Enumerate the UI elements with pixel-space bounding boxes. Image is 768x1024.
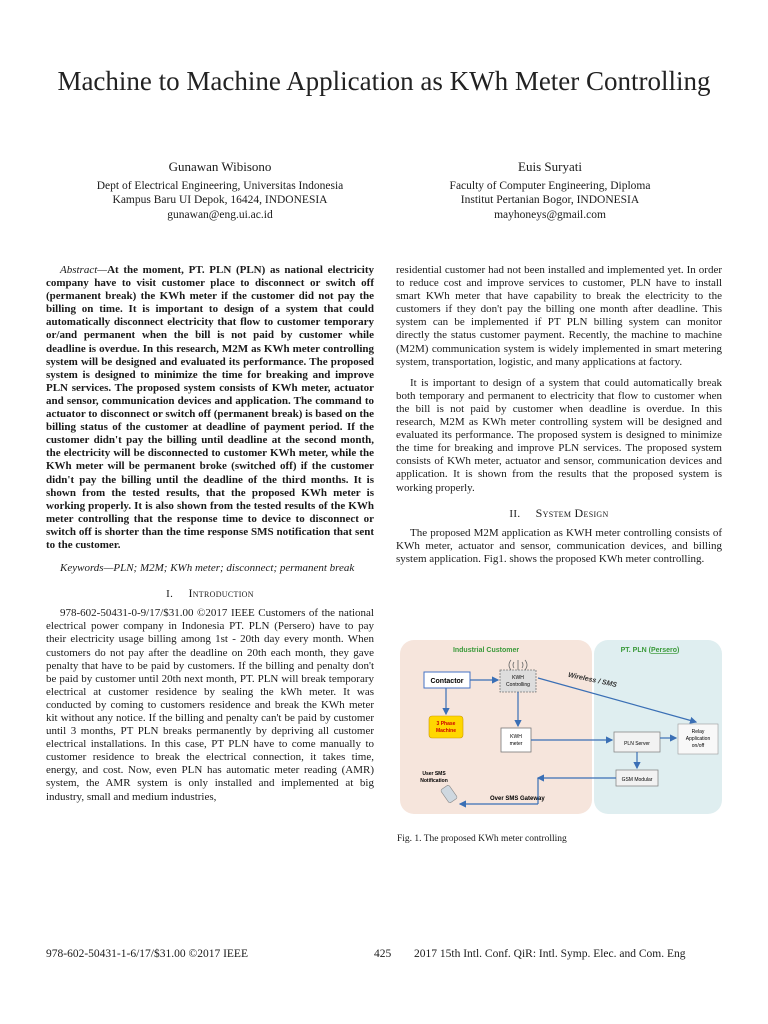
author-address: Institut Pertanian Bogor, INDONESIA [460, 194, 640, 206]
svg-text:Application: Application [685, 736, 711, 742]
author-affiliation: Dept of Electrical Engineering, Universitas Indonesia [96, 179, 344, 192]
svg-text:3 Phase: 3 Phase [436, 721, 456, 727]
svg-text:GSM Modular: GSM Modular [621, 777, 653, 783]
intro-paragraph: 978-602-50431-0-9/17/$31.00 ©2017 IEEE Customers of the national electrical power company in Indonesia PT. PLN (Persero) have to pay their electricity usage billing among 1st - 20th day every month. When customers do not pay after the deadline on 20th each month, they gave penalty that have to be paid by customers. If the billing and penalty don't be paid by customer until 20th next month, PT. PLN will break temporary electrical at customer residence by sealing the kWh meter. It was conducted by coming to customers residence and break the KWh meter kit without any notice. If the billing and penalty can't be paid by customer until 3 months, PT PLN breaks permanently by depriving all customer electrical installations. In this case, PT PLN have to come manually to customer residence to break the electrical connection, it takes time, energy, and cost. Now, even PLN has automatic meter reading (AMR) system, the AMR system is only installed and implemented at big industry, small and medium industries, [46, 607, 374, 803]
author-email: gunawan@eng.ui.ac.id [167, 208, 273, 221]
svg-text:Machine: Machine [435, 728, 457, 734]
author-affiliation: Faculty of Computer Engineering, Diploma [449, 179, 651, 192]
author-email: mayhoneys@gmail.com [494, 208, 606, 221]
abstract [46, 264, 374, 552]
right-column [396, 264, 722, 566]
author-block-1 [60, 160, 380, 222]
body-paragraph: The proposed M2M application as KWH meter controlling consists of KWh meter, actuator and sensor, communication devices, and billing system application. Fig1. shows the proposed KWh meter controlling. [396, 526, 722, 565]
footer-copyright: 978-602-50431-1-6/17/$31.00 ©2017 IEEE [46, 948, 248, 960]
kwh-meter-box [501, 728, 531, 752]
footer-conference: 2017 15th Intl. Conf. QiR: Intl. Symp. Elec. and Com. Eng [414, 948, 686, 960]
svg-text:meter: meter [509, 741, 523, 747]
section-heading-introduction: I. Introduction [166, 586, 254, 601]
body-paragraph: residential customer had not been installed and implemented yet. In order to reduce cost and improve services to customer, PLN have to install smart KWh meter that have capability to break the electricity to the customers if they don't pay the billing one month after deadline. This system can be implemented if PT PLN billing system can monitor directly the status customer payment. Recently, the machine to machine (M2M) communication system is widely implemented in smart metering system, transportation, logistic, and many applications at factory. [396, 264, 722, 368]
industrial-customer-label: Industrial Customer [452, 647, 520, 654]
svg-text:Notification: Notification [420, 778, 448, 784]
left-column [46, 264, 374, 804]
user-sms-label: User SMS [422, 771, 446, 777]
author-address: Kampus Baru UI Depok, 16424, INDONESIA [112, 194, 328, 206]
page-number: 425 [374, 948, 392, 960]
abstract-lead: Abstract— [60, 264, 108, 276]
svg-text:PLN Server: PLN Server [624, 741, 650, 747]
wireless-sms-label: Wireless / SMS [567, 671, 618, 690]
svg-text:Controlling: Controlling [506, 682, 530, 688]
kwh-controlling-box [500, 670, 536, 692]
three-phase-machine [429, 716, 463, 738]
author-block-2 [390, 160, 710, 222]
section-heading-system-design: II. System Design [509, 505, 609, 520]
body-paragraph: It is important to design of a system that could automatically break both temporary and permanent to electricity that flow to customer when the bill is not paid by customer when deadline is overdue. In this research, M2M as KWh meter controlling system will be designed and evaluated its performance. The proposed system is designed to minimize the time for breaking and improve PLN services. The proposed system consists of KWh meter, actuator and sensor, communication devices and application. It is shown from the results that the proposed system is working properly. [396, 376, 722, 494]
svg-text:on/off: on/off [691, 743, 705, 749]
figure-caption: Fig. 1. The proposed KWh meter controlling [397, 834, 567, 844]
abstract-text: At the moment, PT. PLN (PLN) as national electricity company have to visit customer place to disconnect or switch off (permanent break) the KWh meter if the customer did not pay the billing on time. It is important to design of a system that could automatically disconnect electricity that flow to customer temporary or/and permanent when the bill is not paid by customer while deadline is overdue. In this research, M2M as KWh meter controlling system will be designed and evaluated its performance. The proposed system is designed to minimize the time for breaking and improve PLN services. The proposed system consists of KWh meter, actuator and sensor, communication devices and application. The command to actuator to disconnect or switch off (permanent break) is based on the billing status of the customer at deadline of payment period. If the customer didn't pay the billing until deadline at the second month, the electricity will be disconnected to customer KWh meter, while the KWh meter will be permanent broke (switched off) if the customer didn't pay the billing until the deadline of the third months. It is shown from the tested results, that the proposed KWh meter is working properly. It is also shown from the tested results of the KWh meter controlling that the response time to device to disconnect or switch off is shorter than the time response SMS notification that sent to the customer. [46, 264, 374, 551]
keywords: Keywords—PLN; M2M; KWh meter; disconnect; permanent break [60, 562, 355, 575]
paper-title: Machine to Machine Application as KWh Meter Controlling [57, 66, 711, 96]
figure-1 [398, 638, 724, 816]
author-name: Gunawan Wibisono [168, 159, 272, 174]
svg-text:Relay: Relay [691, 729, 705, 735]
sms-gateway-label: Over SMS Gateway [490, 796, 545, 802]
svg-text:KWH: KWH [510, 734, 522, 740]
svg-text:KWH: KWH [512, 675, 524, 681]
svg-text:Contactor: Contactor [430, 678, 464, 685]
author-name: Euis Suryati [518, 159, 582, 174]
pln-label: PT. PLN (Persero) [620, 647, 680, 654]
